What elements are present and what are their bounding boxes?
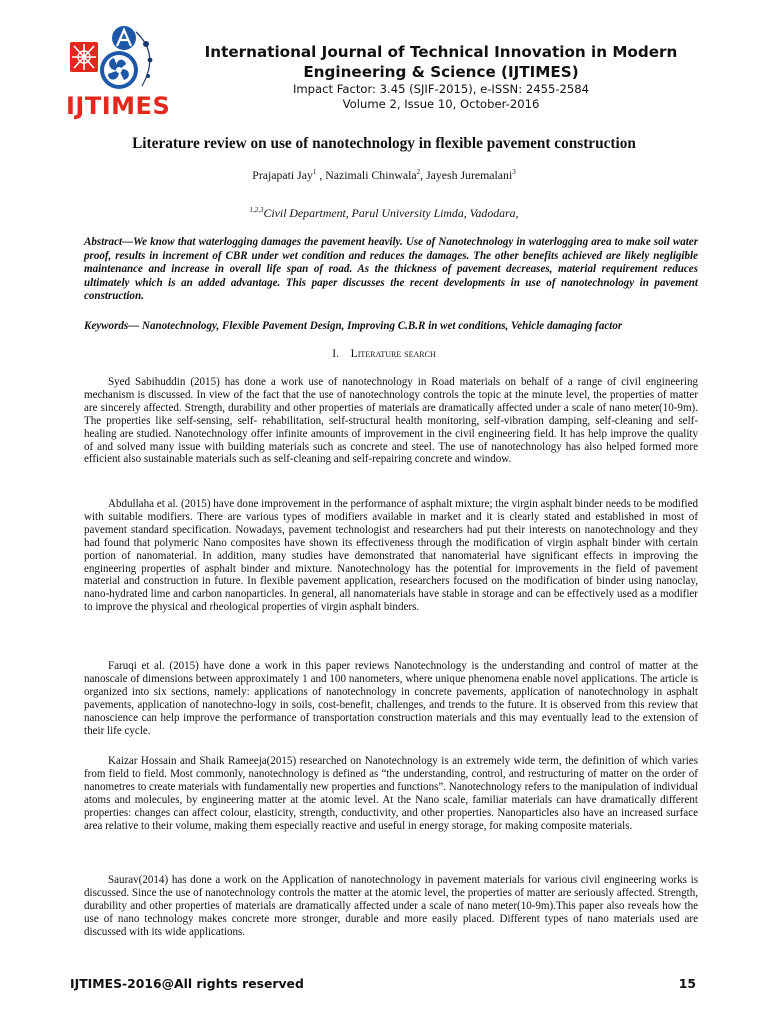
logo-orbit-dots: [136, 32, 152, 86]
page-number: 15: [678, 976, 696, 991]
section-number: I.: [332, 347, 340, 360]
author-separator: ,: [420, 168, 427, 182]
author-sup: 3: [512, 168, 516, 177]
author-separator: ,: [316, 168, 326, 182]
footer-copyright: IJTIMES-2016@All rights reserved: [70, 976, 304, 991]
impact-factor-line: Impact Factor: 3.45 (SJIF-2015), e-ISSN: 2455-2584: [292, 82, 590, 96]
author-sup: 1: [312, 168, 317, 177]
logo-wordmark: IJTIMES: [66, 92, 171, 120]
author-name: Nazimali Chinwala: [325, 168, 417, 182]
body-paragraph: Syed Sabihuddin (2015) has done a work use of nanotechnology in Road materials on behalf of a range of civil engineering mechanism is discussed. In view of the fact that the use of nanotechnology controls the topic at the minute level, the properties of matter are sincerely affected. Strength, durability and other properties of materials are dramatically affected under a scale of nano meter(10-9m). The properties like self-sensing, self- rehabilitation, self-structural health monitoring, self-vibration damping, self-cleaning and self-healing are studied. Nanotechnology offer infinite amounts of improvement in the civil engineering field. It has help improve the quality of and solved many issue with building materials such as concrete and steel. The use of nanotechnology has also helped formed more efficient also sustainable materials such as self-cleaning and self-repairing concrete and window.: [84, 376, 698, 466]
section-heading: [60, 346, 708, 361]
keywords: Keywords— Nanotechnology, Flexible Pavement Design, Improving C.B.R in wet conditions, Vehicle damaging factor: [84, 320, 623, 332]
author-name: Jayesh Juremalani: [426, 168, 513, 182]
body-paragraph: Faruqi et al. (2015) have done a work in this paper reviews Nanotechnology is the understanding and control of matter at the nanoscale of dimensions between approximately 1 and 100 nanometers, where unique phenomena enable novel applications. The article is organized into six sections, namely: applications of nanotechnology in concrete pavements, application of nanotechnology in asphalt pavements, application of nanotechno-logy in soils, cost-benefit, challenges, and trends to the future. It is observed from this review that nanoscience can help improve the performance of transportation construction materials and this may eventually lead to the extension of their life cycle.: [84, 660, 698, 737]
journal-title-line1: International Journal of Technical Innovation in Modern: [204, 43, 678, 61]
body-paragraph: Saurav(2014) has done a work on the Application of nanotechnology in pavement materials for various civil engineering works is discussed. Since the use of nanotechnology controls the matter at the atomic level, the properties of matter are seriously affected. Strength, durability and other properties of materials are dramatically affected under a scale of nano meter(10-9m).This paper also reveals how the use of nano technology makes concrete more stronger, durable and more easily placed. Different types of nano materials used are discussed with its wide applications.: [84, 874, 698, 938]
author-name: Prajapati Jay: [252, 168, 313, 182]
logo-swirl-circle: [100, 51, 138, 89]
affiliation: [60, 205, 708, 221]
body-paragraph: Abdullaha et al. (2015) have done improvement in the performance of asphalt mixture; the virgin asphalt binder needs to be modified with suitable modifiers. There are various types of modifiers available in market and it is clearly stated and established in most of pavement standard specification. Nowadays, pavement technologist and researchers had put their interests on nanotechnology and they had found that polymeric Nano composites have shown its effectiveness through the modification of virgin asphalt binder with certain portion of nanomaterial. In addition, many studies have demonstrated that nanomaterial have significant effects in improving the engineering properties of asphalt binder and mixture. Nanotechnology has the potential for improvements in the field of pavement material and construction in future. In flexible pavement application, researchers focused on the modification of binder using nanoclay, nano-hydrated lime and carbon nanoparticles. In general, all nanomaterials have stable in storage and can be effectively used as a modifier to improve the physical and rheological properties of virgin asphalt binders.: [84, 498, 698, 614]
affiliation-text: Civil Department, Parul University Limda, Vadodara,: [263, 206, 519, 220]
affiliation-sup: 1,2,3: [249, 206, 264, 215]
body-paragraph: Kaizar Hossain and Shaik Rameeja(2015) researched on Nanotechnology is an extremely wide term, the definition of which varies from field to field. Most commonly, nanotechnology is defined as “the understanding, control, and restructuring of matter on the order of nanometres to create materials with fundamentally new properties and functions”. Nanotechnology refers to the manipulation of individual atoms and molecules, by engineering matter at the atomic level. At the Nano scale, familiar materials can have dramatically different properties: changes can affect colour, elasticity, strength, conductivity, and other properties. Nanoparticles also have an increased surface area relative to their volume, making them especially reactive and useful in energy storage, for making composite materials.: [84, 755, 698, 832]
author-sup: 2: [416, 168, 421, 177]
journal-header: [196, 42, 686, 112]
section-title: Literature search: [350, 347, 436, 360]
logo-blue-circle: [112, 26, 136, 50]
journal-title-line2: Engineering & Science (IJTIMES): [303, 63, 579, 81]
abstract: Abstract—We know that waterlogging damages the pavement heavily. Use of Nanotechnology in waterlogging area to make soil water proof, results in increment of CBR under wet condition and reduces the damages. The other benefits achieved are likely negligible maintenance and increase in overall life span of road. As the thickness of pavement decreases, material requirement reduces ultimately which is an added advantage. This paper discusses the recent developments in use of nanotechnology in pavement construction.: [84, 236, 698, 302]
author-list: [60, 167, 708, 183]
logo-red-block: [70, 42, 98, 72]
paper-title: Literature review on use of nanotechnology in flexible pavement construction: [132, 135, 636, 152]
volume-line: Volume 2, Issue 10, October-2016: [342, 97, 540, 111]
